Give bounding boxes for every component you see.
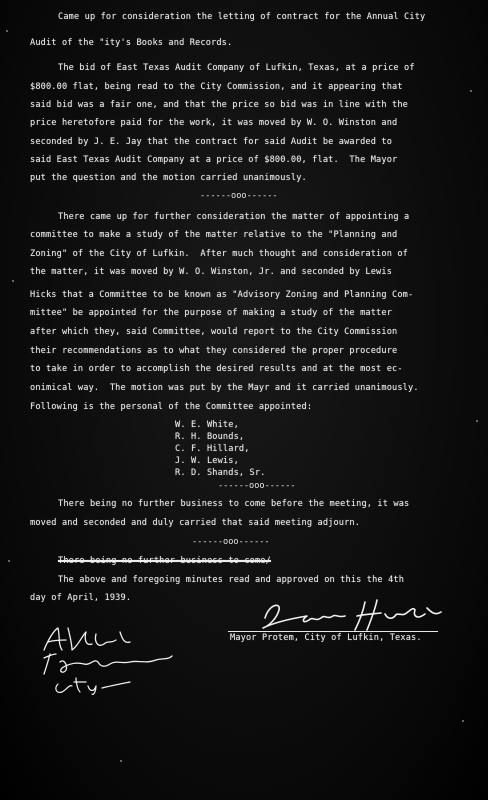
text-line: Came up for consideration the letting of contract for the Annual City: [58, 12, 426, 22]
text-line: seconded by J. E. Jay that the contract for said Audit be awarded to: [30, 137, 393, 147]
scan-speck: [120, 760, 122, 762]
text-line: day of April, 1939.: [30, 593, 132, 603]
committee-member: R. H. Bounds,: [175, 432, 245, 442]
scan-speck: [6, 30, 8, 32]
section-separator: ------ooo------: [200, 191, 278, 201]
committee-member: C. F. Hillard,: [175, 444, 250, 454]
committee-member: J. W. Lewis,: [175, 456, 239, 466]
text-line: There came up for further consideration the matter of appointing a: [58, 212, 410, 222]
text-line: There being no further business to come before the meeting, it was: [58, 499, 410, 509]
scan-speck: [8, 560, 10, 562]
signature-line: [228, 631, 438, 632]
text-line: Hicks that a Committee to be known as "Advisory Zoning and Planning Com-: [30, 290, 414, 300]
text-line: to take in order to accomplish the desired results and at the most ec-: [30, 364, 403, 374]
scan-speck: [476, 420, 478, 422]
text-line: The bid of East Texas Audit Company of Lufkin, Texas, at a price of: [58, 63, 415, 73]
text-line: the matter, it was moved by W. O. Winston, Jr. and seconded by Lewis: [30, 267, 393, 277]
text-line: their recommendations as to what they considered the proper procedure: [30, 346, 398, 356]
text-line: after which they, said Committee, would report to the City Commission: [30, 327, 398, 337]
committee-member: W. E. White,: [175, 420, 239, 430]
struck-through-line: There being no further business to come/: [58, 556, 271, 566]
mayor-signature: [255, 596, 445, 636]
text-line: Zoning" of the City of Lufkin. After much thought and consideration of: [30, 249, 408, 259]
section-separator: ------ooo------: [218, 481, 296, 491]
text-line: put the question and the motion carried unanimously.: [30, 173, 307, 183]
text-line: said bid was a fair one, and that the price so bid was in line with the: [30, 100, 408, 110]
scan-speck: [462, 720, 464, 722]
signature-title: Mayor Protem, City of Lufkin, Texas.: [230, 633, 422, 643]
text-line: $800.00 flat, being read to the City Commission, and it appearing that: [30, 82, 403, 92]
attest-signature-3: [50, 672, 150, 696]
text-line: price heretofore paid for the work, it was moved by W. O. Winston and: [30, 118, 398, 128]
text-line: onimical way. The motion was put by the Mayr and it carried unanimously.: [30, 383, 419, 393]
text-line: moved and seconded and duly carried that said meeting adjourn.: [30, 518, 361, 528]
committee-member: R. D. Shands, Sr.: [175, 468, 266, 478]
text-line: committee to make a study of the matter relative to the "Planning and: [30, 230, 398, 240]
scan-speck: [470, 90, 472, 92]
text-line: Audit of the "ity's Books and Records.: [30, 38, 233, 48]
section-separator: ------ooo------: [192, 537, 270, 547]
text-line: The above and foregoing minutes read and approved on this the 4th: [58, 575, 405, 585]
text-line: Following is the personal of the Committee appointed:: [30, 402, 313, 412]
text-line: said East Texas Audit Company at a price of $800.00, flat. The Mayor: [30, 155, 398, 165]
scan-speck: [12, 280, 14, 282]
text-line: mittee" be appointed for the purpose of making a study of the matter: [30, 308, 393, 318]
